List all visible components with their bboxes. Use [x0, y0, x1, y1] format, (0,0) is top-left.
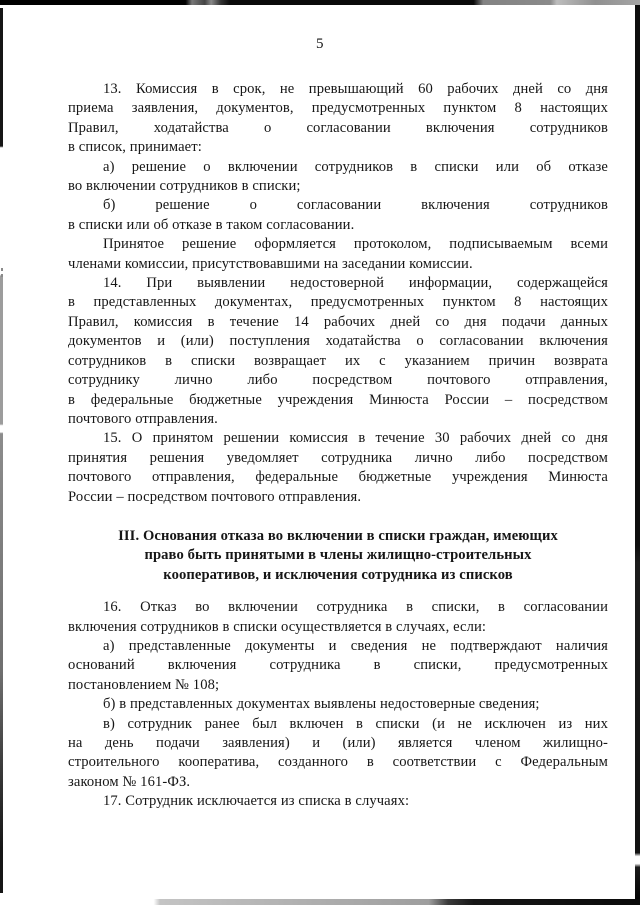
text-line: б) в представленных документах выявлены недостоверные сведения;: [103, 696, 540, 713]
text-line: 15. О принятом решении комиссия в течение 30 рабочих дней со дня: [103, 430, 608, 447]
text-line: а) решение о включении сотрудников в списки или об отказе: [103, 158, 608, 175]
text-line: сотрудников в списки возвращает их с указанием причин возврата: [68, 352, 608, 369]
scan-speck-artifact: [1, 268, 3, 271]
paragraph: [68, 274, 608, 429]
text-line: приема заявления, документов, предусмотренных пунктом 8 настоящих: [68, 100, 608, 117]
text-line: в представленных документах, предусмотренных пунктом 8 настоящих: [68, 294, 608, 311]
text-line: 13. Комиссия в срок, не превышающий 60 рабочих дней со дня: [103, 81, 608, 97]
paragraph: [68, 80, 608, 158]
text-line: в список, принимает:: [68, 139, 202, 156]
scan-edge-top: [0, 0, 640, 5]
text-line: принятия решения уведомляет сотрудника лично либо посредством: [68, 449, 608, 466]
text-line: документов и (или) поступления ходатайства о согласовании включения: [68, 333, 608, 350]
scan-edge-bottom: [0, 899, 640, 905]
scan-edge-left: [0, 8, 3, 893]
document-body: [68, 80, 608, 812]
paragraph: [68, 715, 608, 793]
text-line: Правил, комиссия в течение 14 рабочих дней со дня подачи данных: [68, 313, 608, 330]
paragraph: [68, 637, 608, 695]
section-heading: [68, 527, 608, 585]
scan-edge-right: [635, 5, 640, 905]
paragraph: [68, 695, 608, 714]
text-line: 14. При выявлении недостоверной информации, содержащейся: [103, 275, 608, 292]
text-line: постановлением № 108;: [68, 676, 220, 693]
paragraph: [68, 598, 608, 637]
text-line: строительного кооператива, созданного в соответствии с Федеральным: [68, 754, 608, 771]
text-line: почтового отправления.: [68, 410, 218, 427]
text-line: членами комиссии, присутствовавшими на заседании комиссии.: [68, 255, 473, 272]
heading-line: право быть принятыми в члены жилищно-строительных: [144, 547, 532, 564]
text-line: в списки или об отказе в таком согласовании.: [68, 216, 355, 233]
text-line: законом № 161-ФЗ.: [68, 773, 191, 790]
heading-line: кооперативов, и исключения сотрудника из списков: [163, 566, 513, 583]
paragraph: [68, 429, 608, 507]
text-line: во включении сотрудников в списки;: [68, 178, 301, 195]
text-line: Принятое решение оформляется протоколом, подписываемым всеми: [103, 236, 608, 253]
text-line: сотруднику лично либо посредством почтового отправления,: [68, 372, 608, 389]
text-line: 16. Отказ во включении сотрудника в списки, в согласовании: [103, 599, 608, 616]
heading-line: III. Основания отказа во включении в списки граждан, имеющих: [118, 527, 558, 544]
text-line: почтового отправления, федеральные бюджетные учреждения Минюста: [68, 469, 608, 486]
text-line: на день подачи заявления) и (или) является членом жилищно-: [68, 735, 608, 751]
paragraph: [68, 158, 608, 197]
text-line: России – посредством почтового отправления.: [68, 488, 362, 505]
page-number: 5: [316, 36, 324, 52]
paragraph: [68, 196, 608, 235]
text-line: 17. Сотрудник исключается из списка в случаях:: [103, 793, 410, 810]
paragraph: [68, 792, 608, 811]
text-line: в) сотрудник ранее был включен в списки (и не исключен из них: [103, 715, 608, 732]
text-line: б) решение о согласовании включения сотрудников: [103, 197, 608, 214]
text-line: а) представленные документы и сведения не подтверждают наличия: [103, 637, 608, 654]
paragraph: [68, 235, 608, 274]
text-line: в федеральные бюджетные учреждения Минюста России – посредством: [68, 391, 608, 408]
text-line: оснований включения сотрудника в списки, предусмотренных: [68, 657, 608, 674]
text-line: Правил, ходатайства о согласовании включения сотрудников: [68, 119, 608, 136]
text-line: включения сотрудников в списки осуществляется в случаях, если:: [68, 618, 487, 635]
